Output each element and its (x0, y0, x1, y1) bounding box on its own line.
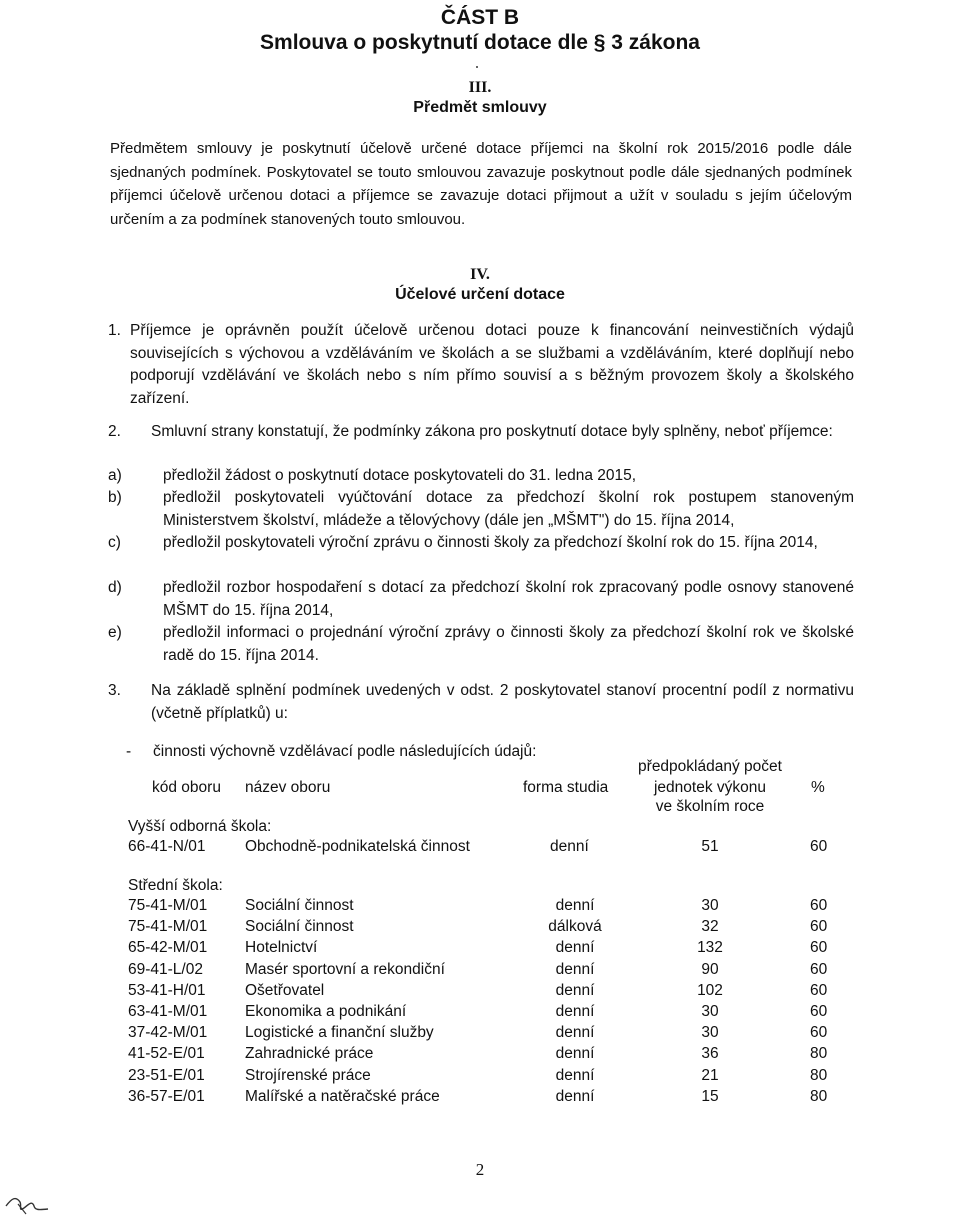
header-code: kód oboru (152, 779, 221, 796)
section-4-number: IV. (470, 266, 490, 283)
list-item-c (108, 532, 854, 555)
dash-bullet: - (126, 743, 132, 760)
table-cell-percent: 60 (810, 960, 828, 978)
table-cell-code: 41-52-E/01 (128, 1045, 205, 1063)
list-item-a (108, 465, 854, 488)
table-cell-code: 53-41-H/01 (128, 981, 206, 999)
table-cell-name: Ošetřovatel (245, 981, 325, 999)
table-cell-name: Obchodně-podnikatelská činnost (245, 838, 470, 855)
list-item-d-text: předložil rozbor hospodaření s dotací za předchozí školní rok zpracovaný podle osnovy stanovené MŠMT do 15. října 2014, (163, 579, 854, 619)
scan-dot (476, 66, 478, 68)
activity-text: činnosti výchovně vzdělávací podle následujících údajů: (153, 743, 537, 760)
paragraph-1-text: Příjemce je oprávněn použít účelově určenou dotaci pouze k financování neinvestičních výdajů souvisejících s výchovou a vzděláváním ve školách a se službami a vzděláváním, které doplňují nebo podporují vzdělávání ve školách nebo s ním přímo souvisí a s běžným provozem školy a školského zařízení. (130, 322, 854, 407)
table-cell-percent: 60 (810, 838, 828, 855)
table-cell-form: denní (555, 1003, 595, 1020)
table-cell-code: 37-42-M/01 (128, 1024, 208, 1042)
table-cell-code: 66-41-N/01 (128, 838, 206, 855)
section-3-title: Předmět smlouvy (413, 99, 547, 116)
table-cell-form: denní (555, 960, 595, 978)
table-cell-name: Sociální činnost (245, 897, 354, 914)
header-units-line3: ve školním roce (655, 798, 765, 815)
paragraph-2-number: 2. (108, 423, 121, 440)
header-name: název oboru (245, 779, 331, 796)
list-item-b-letter: b) (108, 489, 122, 506)
table-cell-units: 90 (701, 960, 719, 978)
table-cell-code: 63-41-M/01 (128, 1003, 208, 1020)
table-cell-percent: 60 (810, 897, 828, 914)
part-subtitle: Smlouva o poskytnutí dotace dle § 3 zákona (260, 31, 700, 54)
table-cell-code: 75-41-M/01 (128, 897, 208, 914)
table-cell-form: denní (555, 939, 595, 957)
table-cell-code: 75-41-M/01 (128, 918, 208, 936)
list-item-a-letter: a) (108, 467, 122, 484)
table-cell-units: 36 (701, 1045, 719, 1063)
list-item-e-letter: e) (108, 624, 122, 641)
table-cell-name: Zahradnické práce (245, 1045, 374, 1063)
list-item-b-text: předložil poskytovateli vyúčtování dotace za předchozí školní rok postupem stanoveným Ministerstvem školství, mládeže a tělovýchovy (dále jen „MŠMT") do 15. října 2014, (163, 489, 854, 529)
header-form: forma studia (523, 779, 609, 796)
page-number: 2 (475, 1160, 485, 1179)
table-cell-percent: 80 (810, 1045, 828, 1063)
table-cell-percent: 60 (810, 918, 828, 936)
table-cell-percent: 80 (810, 1087, 828, 1105)
paragraph-3 (108, 680, 854, 725)
table-cell-name: Sociální činnost (245, 918, 354, 936)
table-cell-percent: 60 (810, 939, 828, 957)
table-cell-units: 32 (701, 918, 719, 936)
table-cell-units: 51 (701, 838, 719, 855)
table-cell-percent: 60 (810, 981, 828, 999)
table-cell-units: 21 (701, 1066, 719, 1084)
table-cell-code: 69-41-L/02 (128, 960, 203, 978)
table-cell-units: 102 (697, 981, 723, 999)
paragraph-1-number: 1. (108, 322, 121, 339)
paragraph-2 (108, 421, 854, 444)
list-item-e-text: předložil informaci o projednání výroční zprávy o činnosti školy za předchozí školní rok ve školské radě do 15. října 2014. (163, 624, 854, 664)
table-cell-form: denní (555, 1087, 595, 1105)
table-cell-percent: 80 (810, 1066, 828, 1084)
list-item-d-letter: d) (108, 579, 122, 596)
list-item-a-text: předložil žádost o poskytnutí dotace poskytovateli do 31. ledna 2015, (163, 467, 637, 484)
group-label-ss: Střední škola: (128, 877, 223, 894)
table-cell-name: Malířské a natěračské práce (245, 1087, 440, 1105)
section-4-title: Účelové určení dotace (395, 286, 565, 303)
section-3-text: Předmětem smlouvy je poskytnutí účelově určené dotace příjemci na školní rok 2015/2016 podle dále sjednaných podmínek. Poskytovatel se touto smlouvou zavazuje poskytnout podle dále sjednaných podmínek příjemci účelově určenou dotaci a příjemce se zavazuje dotaci přijmout a užít v souladu s jejím účelovým určením a za podmínek stanovených touto smlouvou. (110, 140, 852, 228)
table-cell-name: Logistické a finanční služby (245, 1024, 434, 1042)
table-cell-form: denní (555, 897, 595, 914)
table-cell-name: Ekonomika a podnikání (245, 1003, 407, 1020)
header-units-line1: předpokládaný počet (638, 758, 782, 775)
paragraph-2-text: Smluvní strany konstatují, že podmínky zákona pro poskytnutí dotace byly splněny, neboť příjemce: (151, 423, 833, 440)
table-cell-name: Masér sportovní a rekondiční (245, 960, 445, 978)
group-label-vos: Vyšší odborná škola: (128, 818, 272, 835)
table-cell-form: denní (555, 981, 595, 999)
table-cell-name: Strojírenské práce (245, 1066, 371, 1084)
table-cell-name: Hotelnictví (245, 939, 318, 957)
table-cell-code: 36-57-E/01 (128, 1087, 205, 1105)
table-cell-form: dálková (548, 918, 602, 936)
header-percent: % (811, 779, 825, 796)
table-cell-form: denní (555, 1024, 595, 1042)
signature-mark (4, 1192, 52, 1218)
table-cell-units: 30 (701, 897, 719, 914)
table-cell-percent: 60 (810, 1024, 828, 1042)
table-cell-percent: 60 (810, 1003, 828, 1020)
list-item-d (108, 577, 854, 622)
paragraph-3-text: Na základě splnění podmínek uvedených v odst. 2 poskytovatel stanoví procentní podíl z normativu (včetně příplatků) u: (151, 682, 854, 722)
list-item-e (108, 622, 854, 667)
paragraph-3-number: 3. (108, 682, 121, 699)
table-cell-form: denní (550, 838, 589, 855)
table-cell-units: 15 (701, 1087, 719, 1105)
list-item-b (108, 487, 854, 532)
section-3-number: III. (468, 79, 492, 96)
paragraph-1 (108, 320, 854, 410)
table-cell-units: 132 (697, 939, 723, 957)
table-cell-form: denní (555, 1045, 595, 1063)
list-item-c-text: předložil poskytovateli výroční zprávu o činnosti školy za předchozí školní rok do 15. října 2014, (163, 534, 818, 551)
table-cell-code: 65-42-M/01 (128, 939, 208, 957)
table-cell-code: 23-51-E/01 (128, 1066, 205, 1084)
table-cell-form: denní (555, 1066, 595, 1084)
list-item-c-letter: c) (108, 534, 121, 551)
header-units-line2: jednotek výkonu (653, 779, 767, 796)
table-cell-units: 30 (701, 1003, 719, 1020)
part-title: ČÁST B (440, 6, 520, 29)
table-cell-units: 30 (701, 1024, 719, 1042)
